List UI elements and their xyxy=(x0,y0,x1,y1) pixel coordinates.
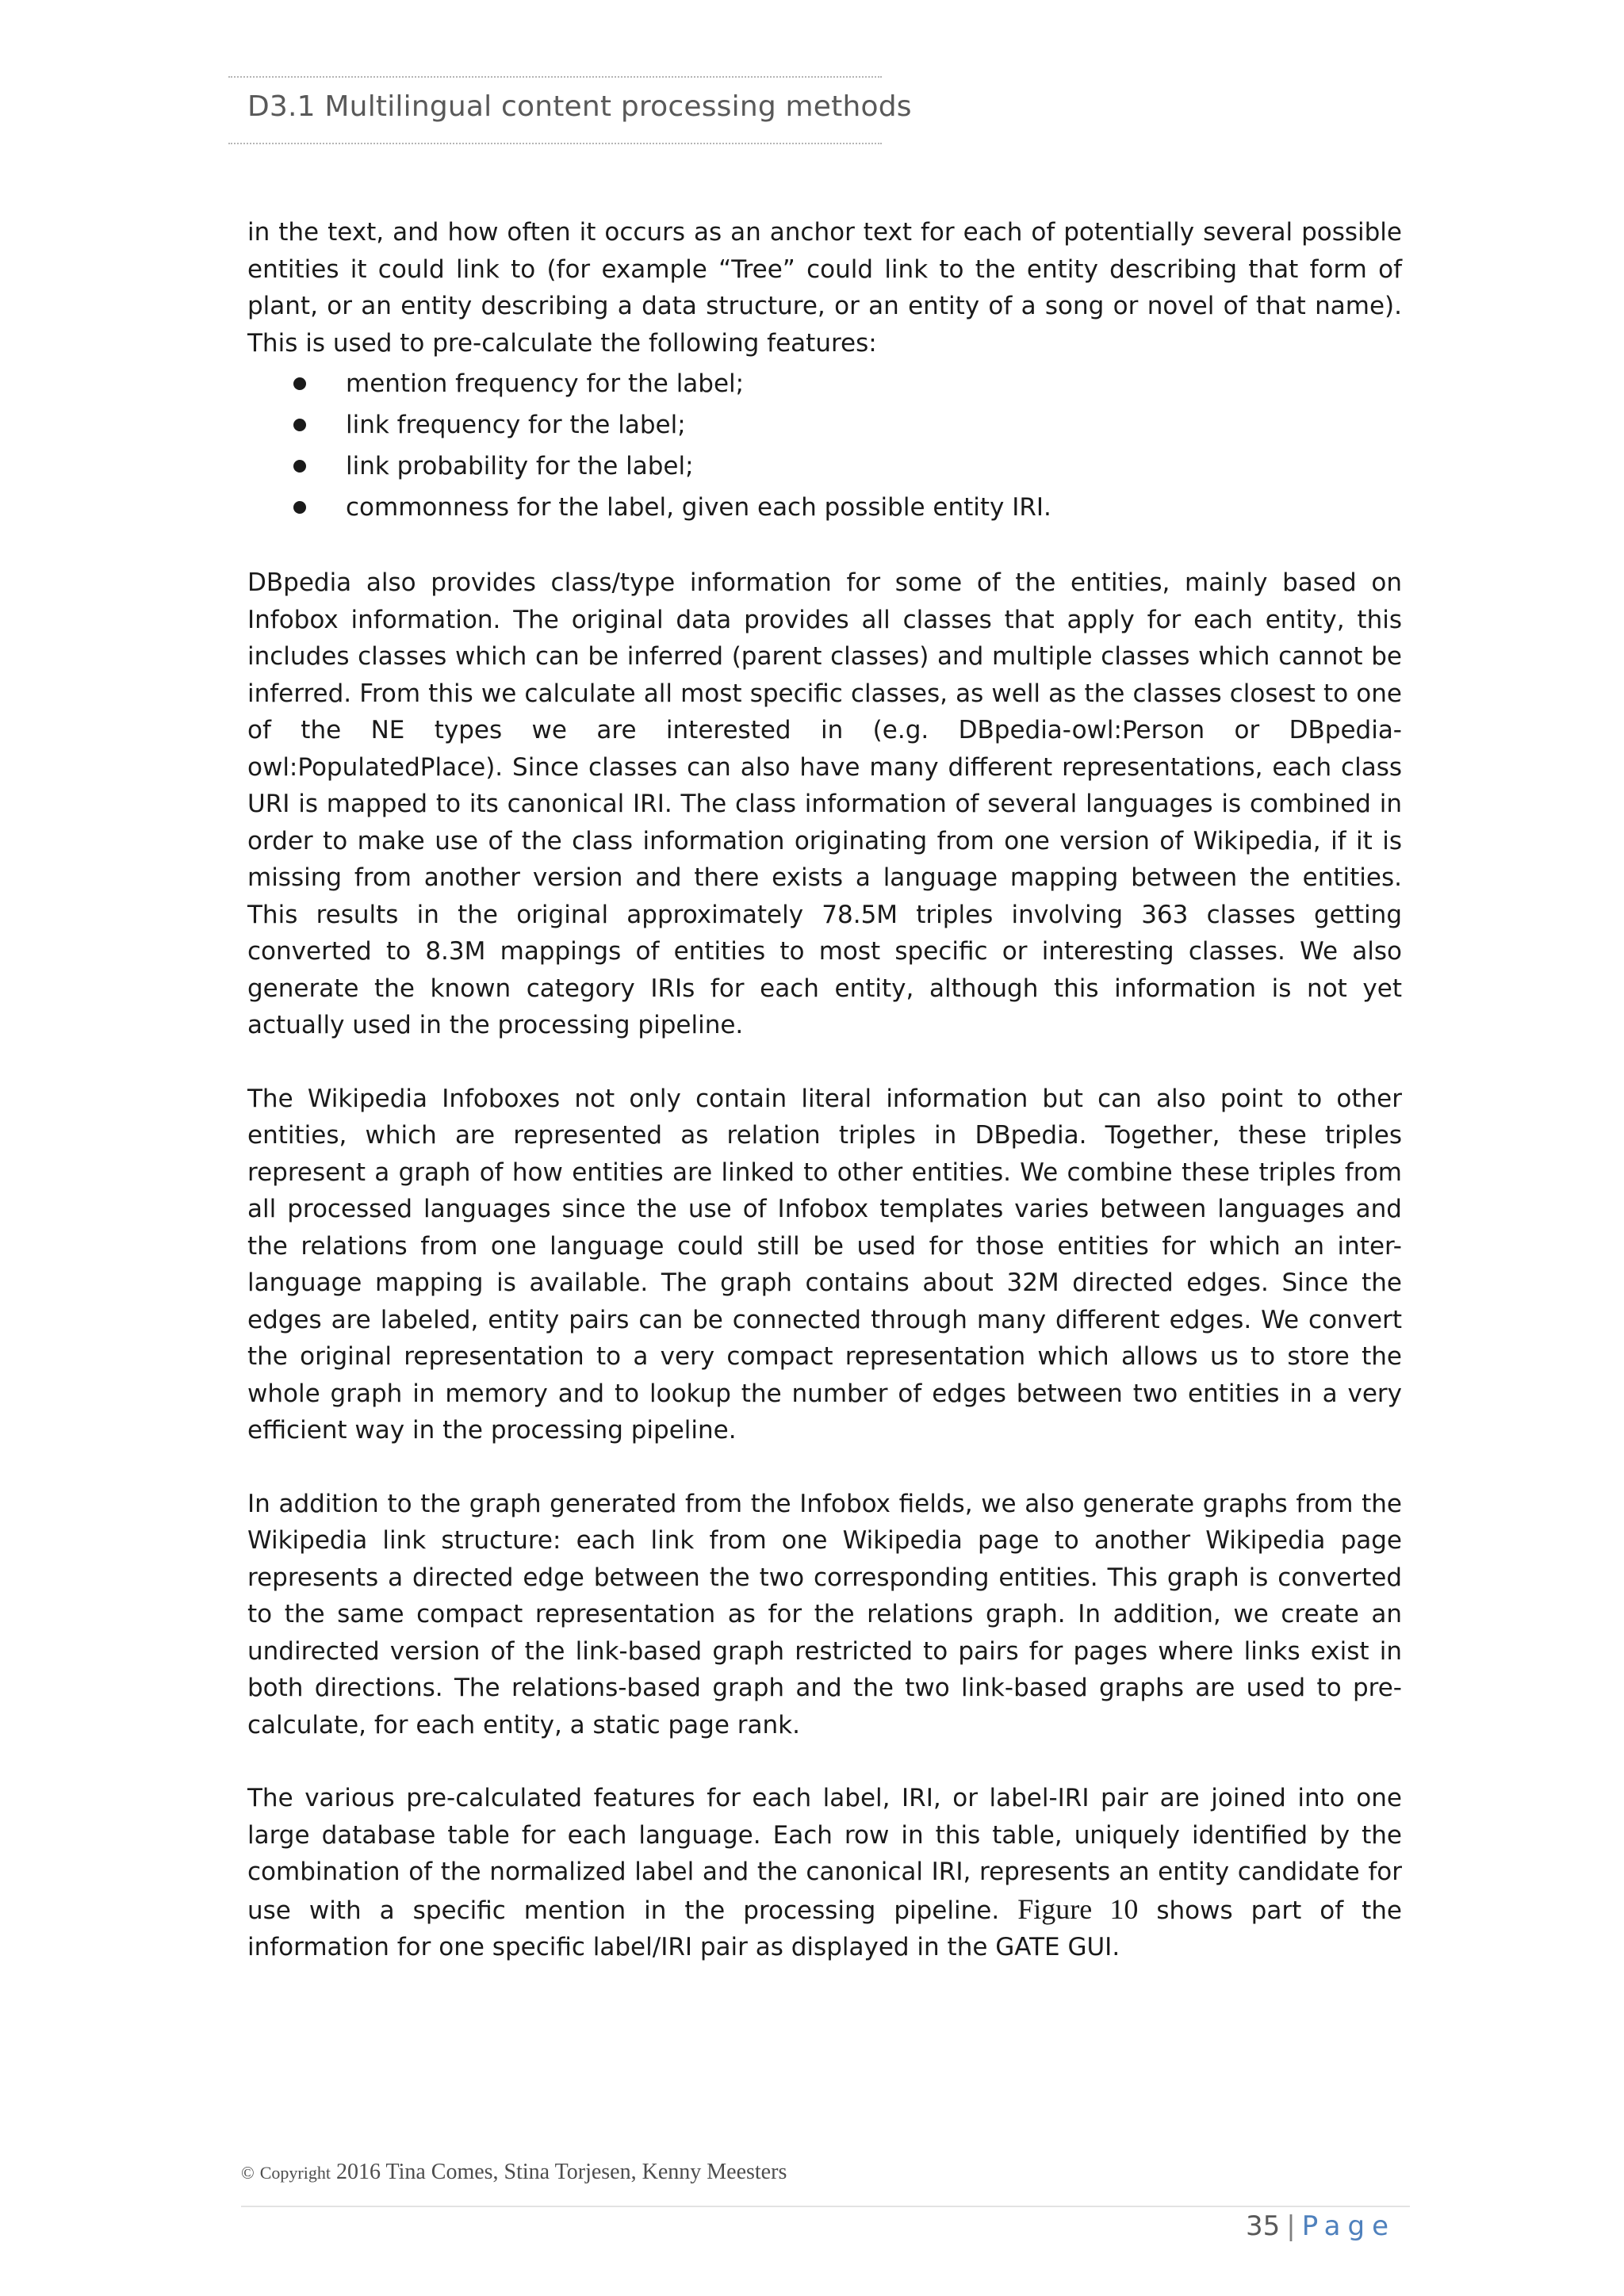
paragraph-dbpedia-classes: DBpedia also provides class/type information for some of the entities, mainly based on Infobox information. The original data provides all classes that apply for each entity, this includes classes which can be inferred (parent classes) and multiple classes which cannot be inferred. From this we calculate all most specific classes, as well as the classes closest to one of the NE types we are interested in (e.g. DBpedia-owl:Person or DBpedia-owl:PopulatedPlace). Since classes can also have many different representations, each class URI is mapped to its canonical IRI. The class information of several languages is combined in order to make use of the class information originating from one version of Wikipedia, if it is missing from another version and there exists a language mapping between the entities. This results in the original approximately 78.5M triples involving 363 classes getting converted to 8.3M mappings of entities to most specific or interesting classes. We also generate the known category IRIs for each entity, although this information is not yet actually used in the processing pipeline. xyxy=(247,568,1402,1039)
page-label: Page xyxy=(1301,2210,1396,2242)
paragraph-database-table: The various pre-calculated features for each label, IRI, or label-IRI pair are joined into one large database table for each language. Each row in this table, uniquely identified by the combination of the normalized label and the canonical IRI, represents an entity candidate for use with a specific mention in the processing pipeline. Figure 10 shows part of the information for one specific label/IRI pair as displayed in the GATE GUI. xyxy=(247,1784,1403,1961)
paragraph-intro: in the text, and how often it occurs as an anchor text for each of potentially several possible entities it could link to (for example “Tree” could link to the entity describing that form of plant, or an entity describing a data structure, or an entity of a song or novel of that name). This is used to pre-calculate the following features: xyxy=(247,218,1402,358)
feature-list xyxy=(247,363,1402,528)
bullet-icon xyxy=(293,419,306,431)
copyright-word: Copyright xyxy=(259,2163,331,2183)
list-item: link probability for the label; xyxy=(346,446,1402,487)
list-item: link frequency for the label; xyxy=(346,404,1402,446)
bullet-icon xyxy=(293,460,306,473)
footer-rule xyxy=(241,2206,1410,2207)
copyright-symbol: © xyxy=(241,2163,255,2183)
bullet-icon xyxy=(293,501,306,514)
list-item: mention frequency for the label; xyxy=(346,363,1402,404)
page-number-value: 35 xyxy=(1245,2210,1281,2242)
paragraph-link-graph: In addition to the graph generated from the Infobox fields, we also generate graphs from the Wikipedia link structure: each link from one Wikipedia page to another Wikipedia page represents a directed edge between the two corresponding entities. This graph is converted to the same compact representation as for the relations graph. In addition, we create an undirected version of the link-based graph restricted to pairs for pages where links exist in both directions. The relations-based graph and the two link-based graphs are used to pre-calculate, for each entity, a static page rank. xyxy=(247,1489,1402,1739)
main-content xyxy=(247,214,1402,1966)
copyright-notice xyxy=(241,2160,787,2185)
figure-reference-link[interactable]: Figure 10 xyxy=(1017,1892,1139,1925)
paragraph-infobox-graph: The Wikipedia Infoboxes not only contain literal information but can also point to other entities, which are represented as relation triples in DBpedia. Together, these triples represent a graph of how entities are linked to other entities. We combine these triples from all processed languages since the use of Infobox templates varies between languages and the relations from one language could still be used for those entities for which an inter-language mapping is available. The graph contains about 32M directed edges. Since the edges are labeled, entity pairs can be connected through many different edges. We convert the original representation to a very compact representation which allows us to store the whole graph in memory and to lookup the number of edges between two entities in a very efficient way in the processing pipeline. xyxy=(247,1084,1402,1445)
header-bottom-rule xyxy=(228,143,882,144)
page-number xyxy=(1246,2210,1396,2242)
document-title: D3.1 Multilingual content processing methods xyxy=(247,90,912,123)
page-separator: | xyxy=(1286,2210,1296,2242)
header-top-rule xyxy=(228,76,882,78)
bullet-icon xyxy=(293,377,306,390)
copyright-text: 2016 Tina Comes, Stina Torjesen, Kenny Meesters xyxy=(335,2160,787,2184)
list-item: commonness for the label, given each possible entity IRI. xyxy=(346,487,1402,528)
